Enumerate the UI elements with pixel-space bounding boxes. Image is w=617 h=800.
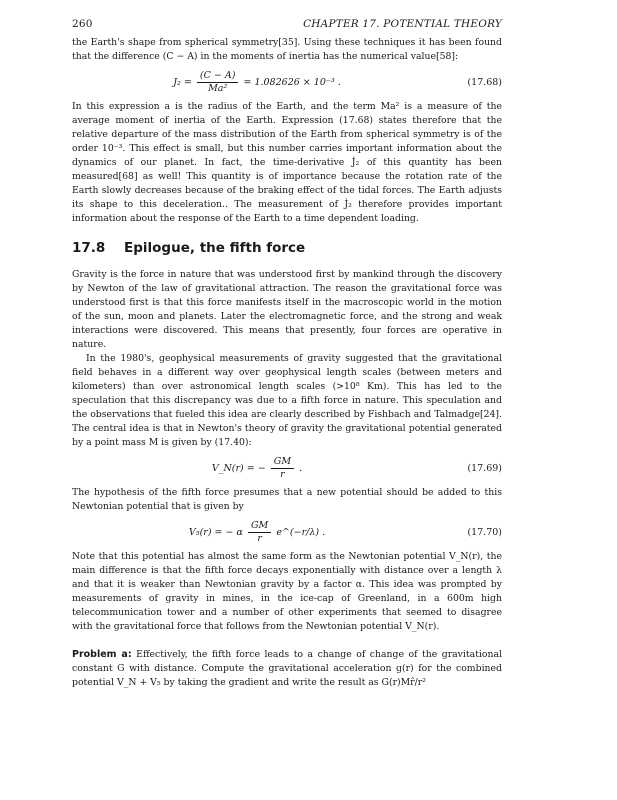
eq68-numerator: (C − A) [197, 70, 239, 83]
eq69-numerator: GM [271, 456, 294, 469]
paragraph-3: Gravity is the force in nature that was understood first by mankind through the discovery by Newton of the law of gravitational attraction. The reason the gravitational force was understood first is that this force manifests itself in the macroscopic world in the motion of the sun, moon and planets. Later the electromagnetic force, and the strong and weak interactions were discovered. This means that presently, four forces are operative in nature. [72, 269, 502, 350]
chapter-title: CHAPTER 17. POTENTIAL THEORY [303, 18, 502, 30]
paragraph-1: the Earth's shape from spherical symmetry[35]. Using these techniques it has been found that the difference (C − A) in the moments of inertia has the numerical value[58]: [72, 37, 502, 62]
eq70-fraction [248, 520, 271, 545]
paragraph-6: Note that this potential has almost the same form as the Newtonian potential V_N(r), the main difference is that the fifth force decays exponentially with distance over a length λ and that it is weaker than Newtonian gravity by a factor α. This idea was prompted by measurements of gravity in mines, in the ice-cap of Greenland, in a 600m high telecommunication tower and a number of other experiments that seemed to disagree with the gravitational force that follows from the Newtonian potential V_N(r). [72, 551, 502, 632]
eq70-denominator: r [257, 532, 262, 544]
eq68-denominator: Ma² [208, 82, 228, 94]
section-number: 17.8 [72, 240, 106, 256]
page-number: 260 [72, 18, 93, 30]
eq68-lhs: J₂ = [173, 76, 192, 88]
eq70-numerator: GM [248, 520, 271, 533]
eq70-lhs: V₅(r) = − α [188, 526, 243, 538]
eq69-number: (17.69) [467, 462, 502, 474]
equation-17-70 [72, 514, 502, 550]
paragraph-2: In this expression a is the radius of the Earth, and the term Ma² is a measure of the average moment of inertia of the Earth. Expression (17.68) states therefore that the relative departure of the mass distribution of the Earth from spherical symmetry is of the order 10⁻³. This effect is small, but this number carries important information about the dynamics of our planet. In fact, the time-derivative J̇₂ of this quantity has been measured[68] as well! This quantity is of importance because the rotation rate of the Earth slowly decreases because of the braking effect of the tidal forces. The Earth adjusts its shape to this deceleration.. The measurement of J̇₂ therefore provides important information about the response of the Earth to a time dependent loading. [72, 101, 502, 224]
problem-a [72, 648, 502, 690]
eq68-rhs: = 1.082626 × 10⁻³ . [243, 76, 341, 88]
section-heading [72, 240, 502, 256]
eq69-fraction [271, 456, 294, 481]
equation-17-68 [72, 64, 502, 100]
eq69-lhs: V_N(r) = − [211, 462, 266, 474]
paragraph-5: The hypothesis of the fifth force presumes that a new potential should be added to this Newtonian potential that is given by [72, 487, 502, 512]
eq70-number: (17.70) [467, 526, 502, 538]
section-title: Epilogue, the fifth force [124, 240, 306, 256]
eq69-denominator: r [280, 468, 285, 480]
page [72, 18, 502, 690]
paragraph-4: In the 1980's, geophysical measurements of gravity suggested that the gravitational field behaves in a different way over geophysical length scales (between meters and kilometers) than over astronomical length scales (>10⁸ Km). This has led to the speculation that this discrepancy was due to a fifth force in nature. This speculation and the observations that fueled this idea are clearly described by Fishbach and Talmadge[24]. The central idea is that in Newton's theory of gravity the gravitational potential generated by a point mass M is given by (17.40): [72, 353, 502, 448]
equation-17-69 [72, 450, 502, 486]
running-header [72, 18, 502, 36]
eq70-rhs: e^(−r/λ) . [276, 526, 326, 538]
problem-text: Effectively, the fifth force leads to a change of change of the gravitational constant G with distance. Compute the gravitational acceleration g(r) for the combined potential V_N + V₅ by taking the gradient and write the result as G(r)Mr̂/r² [72, 649, 502, 688]
eq68-fraction [197, 70, 239, 95]
problem-label: Problem a: [72, 649, 132, 660]
eq68-number: (17.68) [467, 76, 502, 88]
eq69-rhs: . [299, 462, 303, 474]
